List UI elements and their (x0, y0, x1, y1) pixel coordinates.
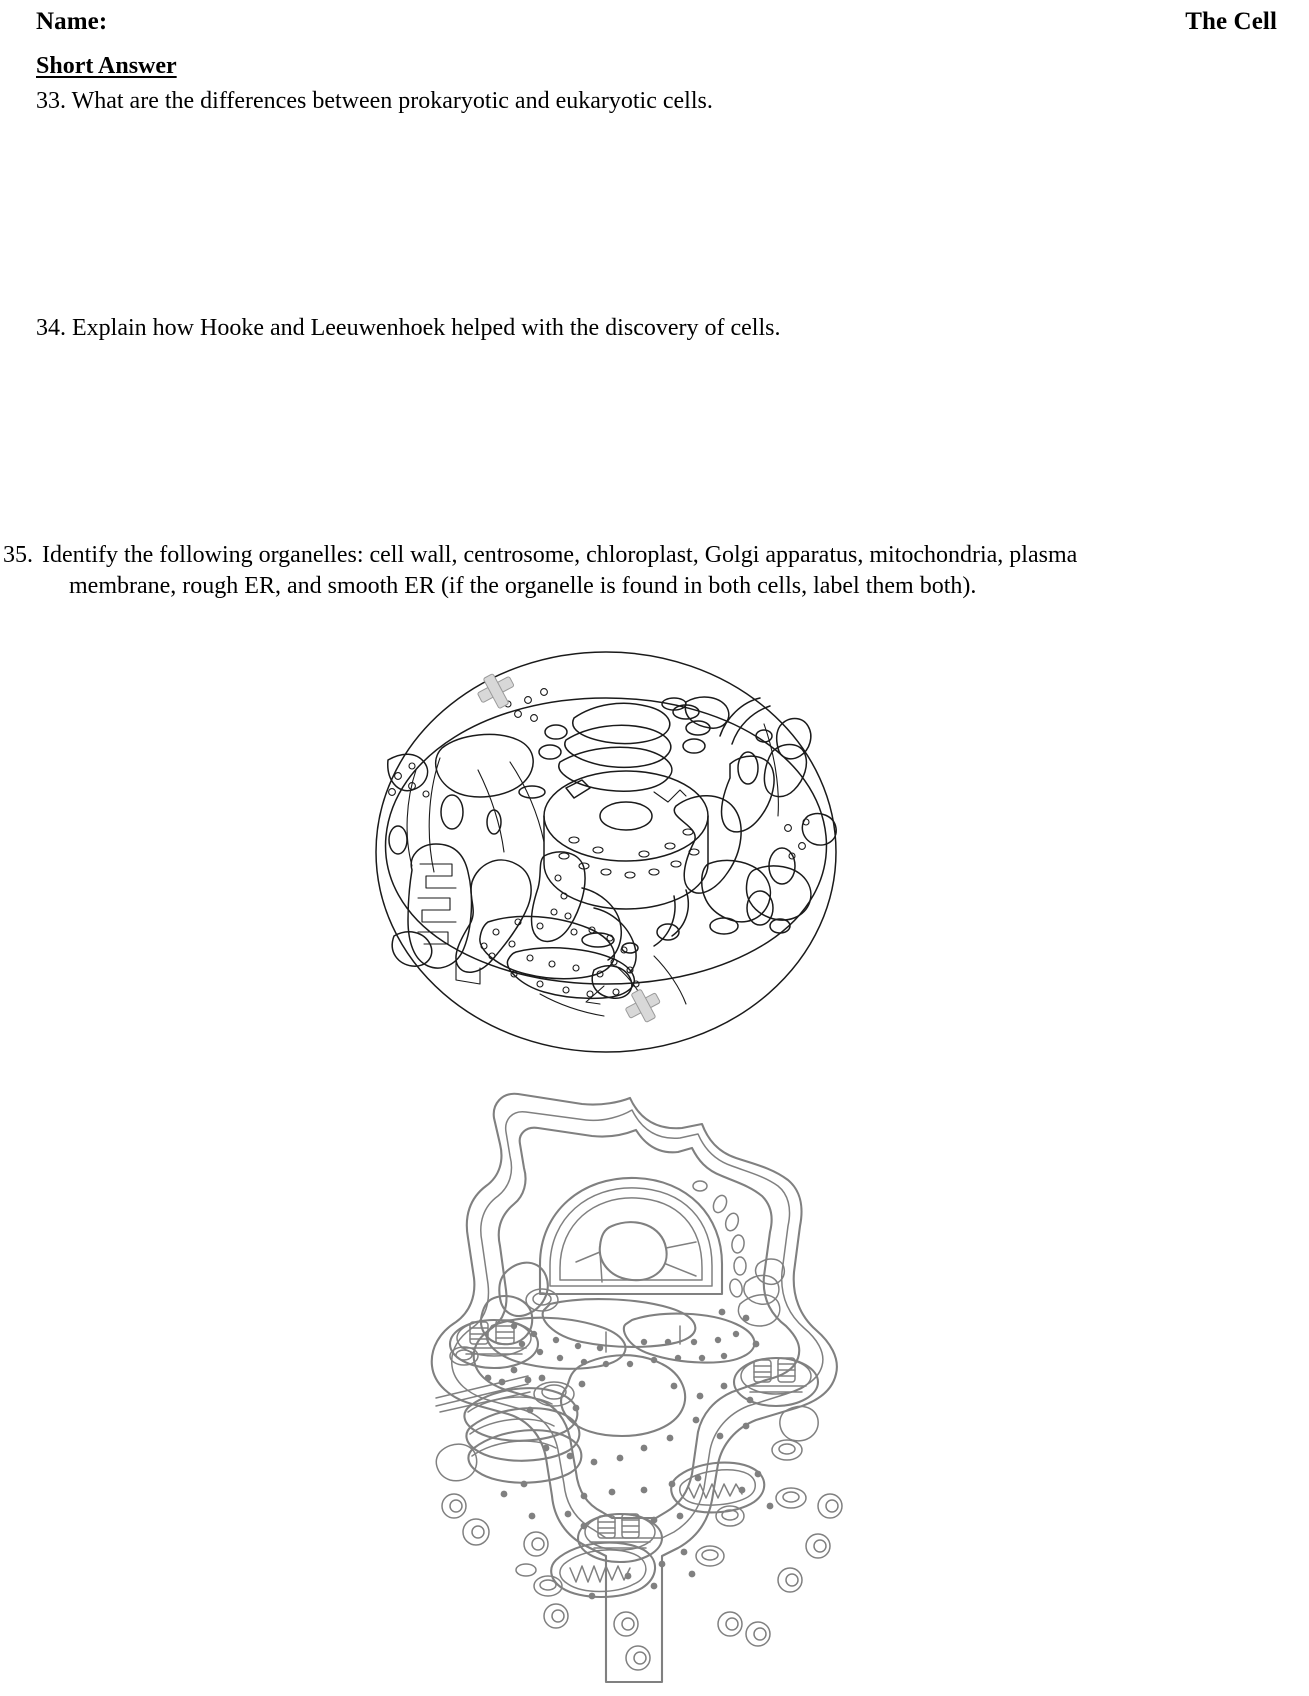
cytoplasm-dot (641, 1487, 648, 1494)
cytoplasm-dot (743, 1423, 750, 1430)
cytoplasm-stipple (485, 1309, 774, 1600)
vesicle-inner (702, 1550, 718, 1560)
animal-cell-diagram (368, 640, 844, 1064)
cytoplasm-dot (693, 1417, 700, 1424)
plasma-membrane-outline (474, 1128, 800, 1518)
ribosome-dot (733, 1331, 739, 1337)
membrane-notch-right (802, 814, 836, 845)
cytoplasm-dot (739, 1487, 746, 1494)
rough-er-connector (582, 888, 621, 960)
nuclear-envelope-inner (550, 1188, 712, 1286)
vesicle-inner (783, 1492, 799, 1502)
thylakoid-line (496, 1326, 514, 1338)
chloroplast-envelope (734, 1358, 818, 1406)
cytoplasm-dot (525, 1377, 532, 1384)
ribosome-dot (571, 929, 577, 935)
plant-cell-diagram (344, 1086, 864, 1694)
plasmodesma (442, 1494, 466, 1518)
cytoplasm-dot (485, 1375, 492, 1382)
ribosome-dot (525, 697, 532, 704)
vesicle (696, 1546, 724, 1566)
cell-wall-outline (432, 1094, 837, 1682)
cytoplasm-dot (689, 1571, 696, 1578)
nuclear-pore (559, 853, 569, 859)
golgi-pointer (654, 790, 686, 802)
plasmodesma (463, 1519, 489, 1545)
question-35-body: 35. Identify the following organelles: cell wall, centrosome, chloroplast, Golgi apparatus, mitochondria, plasma membrane, rough ER, and smooth ER (if the organelle is found in both cells, label them both). (3, 542, 1078, 599)
ribosome-dot (493, 929, 499, 935)
golgi-cisterna (559, 747, 672, 791)
leucoplast (780, 1406, 818, 1440)
chloroplast-right (734, 1358, 818, 1406)
nuclear-envelope-top (544, 771, 708, 861)
vesicle-inner (779, 1444, 795, 1454)
nuclear-pore (569, 837, 579, 843)
smooth-er (654, 698, 811, 946)
cytoplasm-dot (717, 1433, 724, 1440)
rough-er-edge (456, 962, 480, 984)
animal-cell-svg (368, 640, 844, 1064)
nuclear-envelope-inner-2 (560, 1198, 702, 1280)
ribosome-dot (515, 711, 522, 718)
mitochondrion-crista (418, 898, 456, 922)
cytoplasm-dot (669, 1481, 676, 1488)
mitochondrion-crista (420, 864, 456, 888)
cytoplasm-dot (565, 1511, 572, 1518)
nucleus-wedge (666, 1264, 696, 1276)
membrane-notch-left-upper (388, 754, 428, 790)
vesicle-inner (540, 1580, 556, 1590)
question-35 (3, 540, 1146, 601)
cytoplasm-dot (697, 1393, 704, 1400)
golgi-apparatus (539, 698, 710, 791)
rough-er (481, 1263, 755, 1369)
plasmodesma (614, 1612, 638, 1636)
ribosome-dot (527, 955, 533, 961)
cytoplasm-dot (527, 1407, 534, 1414)
mitochondrion (408, 844, 471, 968)
plasmodesma-inner (634, 1652, 646, 1664)
cytoplasm-dot (651, 1517, 658, 1524)
question-34 (36, 313, 1136, 344)
golgi-cisterna (573, 703, 670, 743)
plasmodesma-inner (826, 1500, 838, 1512)
name-label: Name: (36, 8, 108, 35)
plasmodesma-inner (754, 1628, 766, 1640)
ribosome-dot (721, 1353, 727, 1359)
plasmodesma-outer (463, 1519, 489, 1545)
ribosome-dot (537, 981, 543, 987)
mitochondrion-right (671, 1463, 764, 1513)
plasmodesma-inner (622, 1618, 634, 1630)
mitochondrion-lower (551, 1543, 655, 1597)
nuclear-pore (728, 1278, 743, 1298)
question-34-number: 34. (36, 315, 66, 341)
page-title: The Cell (1185, 8, 1277, 35)
mitochondrion-cristae (570, 1566, 630, 1582)
vesicle (389, 826, 407, 854)
plasmodesma-inner (726, 1618, 738, 1630)
ribosome-dot (563, 987, 569, 993)
cytoplasm-dot (651, 1583, 658, 1590)
nuclear-pore (639, 851, 649, 857)
central-vacuole (561, 1355, 685, 1436)
vesicle (516, 1564, 536, 1576)
question-33-text: What are the differences between prokaryotic and eukaryotic cells. (71, 88, 713, 114)
plasmodesma (746, 1622, 770, 1646)
ribosome-dot (553, 1337, 559, 1343)
cytoplasm-dot (511, 1367, 518, 1374)
cytoplasm-dot (567, 1453, 574, 1460)
cytoplasm-dot (501, 1491, 508, 1498)
plasmodesma-inner (472, 1526, 484, 1538)
nuclear-pore (711, 1193, 729, 1214)
golgi-apparatus (436, 1376, 581, 1483)
mitochondrion-inner-membrane (560, 1550, 646, 1592)
plasmodesma-inner (450, 1500, 462, 1512)
ribosome-dot (581, 1359, 587, 1365)
golgi-vesicle (683, 739, 705, 753)
cytoplasm-dot (589, 1593, 596, 1600)
thylakoid-line (754, 1366, 771, 1377)
plasmodesmata-group (442, 1494, 842, 1670)
plasmodesma (778, 1568, 802, 1592)
nuclear-pore (593, 847, 603, 853)
rough-er (456, 852, 639, 1004)
vesicle (776, 1488, 806, 1508)
ribosome-dot (531, 715, 538, 722)
ribosome-dot (715, 1337, 721, 1343)
plasmodesma-inner (532, 1538, 544, 1550)
question-34-text: Explain how Hooke and Leeuwenhoek helped with the discovery of cells. (72, 315, 781, 341)
leucoplast (436, 1444, 476, 1481)
rough-er-sheet (507, 948, 634, 999)
ribosome-dot (549, 961, 555, 967)
nucleolus (600, 802, 652, 830)
mitochondrion-outer-membrane (408, 844, 471, 968)
section-heading-short-answer: Short Answer (36, 53, 177, 79)
vesicle (770, 919, 790, 933)
cytoplasm-dot (755, 1471, 762, 1478)
rough-er-connector (594, 908, 636, 972)
cytoplasm-dot (753, 1341, 760, 1348)
plasmodesma-inner (786, 1574, 798, 1586)
nuclear-pore (693, 1181, 707, 1191)
ribosome-dot (509, 941, 515, 947)
nucleus-wedge (576, 1252, 600, 1262)
centrosome-upper (477, 674, 514, 709)
golgi-cisterna (468, 1430, 581, 1483)
golgi-vesicle (545, 725, 567, 739)
nuclear-pore (734, 1257, 746, 1275)
vesicle (519, 786, 545, 798)
ribosome-dot (537, 923, 543, 929)
ribosome-dot (551, 909, 557, 915)
question-33 (36, 86, 1136, 117)
nucleus-wedge (600, 1252, 602, 1282)
nucleolus (600, 1222, 667, 1280)
ribosome-dot (641, 1339, 647, 1345)
nuclear-pore (671, 861, 681, 867)
cytoplasm-dot (721, 1383, 728, 1390)
vacuole-large (436, 734, 534, 797)
ribosome-dot (675, 1355, 681, 1361)
plasmodesma (718, 1612, 742, 1636)
cytoplasm-dot (677, 1513, 684, 1520)
cytoplasm-dot (625, 1573, 632, 1580)
plasma-membrane-outline (376, 652, 836, 1052)
centrosome-lower (625, 989, 660, 1022)
vesicle (441, 795, 463, 829)
ribosome-dot (785, 825, 792, 832)
smooth-er-connector (720, 698, 760, 736)
cytoplasm-dot (539, 1375, 546, 1382)
cytoplasm-dot (581, 1523, 588, 1530)
smooth-er-tubule (764, 745, 806, 797)
cytoplasm-dot (641, 1445, 648, 1452)
plasmodesma-inner (814, 1540, 826, 1552)
ribosome-dot (627, 1361, 633, 1367)
cytoplasm-dot (659, 1561, 666, 1568)
plant-cell-svg (344, 1086, 864, 1694)
cytoskeleton-filament (510, 762, 544, 842)
question-33-number: 33. (36, 88, 66, 114)
golgi-vesicle (539, 745, 561, 759)
cytoplasm-dot (719, 1309, 726, 1316)
smooth-er-tubule (756, 1259, 785, 1284)
nuclear-pore (731, 1234, 745, 1253)
membrane-notch-bottom (592, 966, 632, 998)
thylakoid-line (598, 1522, 615, 1533)
ribosome-dot (587, 991, 593, 997)
ribosome-dot (519, 1341, 525, 1347)
page-header (36, 8, 1277, 36)
cytoplasm-dot (521, 1481, 528, 1488)
cytoplasm-dot (609, 1489, 616, 1496)
ribosome-dot (699, 1355, 705, 1361)
cytoplasm-dot (747, 1397, 754, 1404)
cytoplasm-dot (743, 1315, 750, 1322)
plasmodesma (544, 1604, 568, 1628)
cytoplasm-dot (695, 1475, 702, 1482)
cytoplasm-dot (767, 1503, 774, 1510)
plasmodesma-inner (552, 1610, 564, 1622)
smooth-er-tubule (744, 1275, 779, 1304)
thylakoid-line (622, 1520, 639, 1532)
ribosome-dot (557, 1355, 563, 1361)
nuclear-pore (665, 843, 675, 849)
ribosome-dot (651, 1357, 657, 1363)
rough-er-sheet (532, 852, 586, 941)
cytoplasm-dot (591, 1459, 598, 1466)
ribosome-dot (389, 789, 396, 796)
cytoplasm-dot (499, 1379, 506, 1386)
ribosome-dot (565, 913, 571, 919)
rough-er-sheet (543, 1299, 696, 1347)
vesicle-inner (456, 1350, 472, 1360)
smooth-er-tubule (738, 1295, 779, 1326)
ribosome-dot (541, 689, 548, 696)
ribosome-dot (409, 763, 415, 769)
cytoplasm-dot (573, 1405, 580, 1412)
cell-wall-middle-layer (452, 1110, 823, 1538)
plasmodesma (806, 1534, 830, 1558)
ribosome-dot (597, 1345, 603, 1351)
ribosome-dot (573, 965, 579, 971)
ribosome-dot (613, 989, 619, 995)
cytoplasm-dot (681, 1549, 688, 1556)
question-35-text: Identify the following organelles: cell wall, centrosome, chloroplast, Golgi apparatus, mitochondria, plasma membrane, rough ER, and smooth ER (if the organelle is found in both cells, label them both). (42, 542, 1078, 599)
ribosome-dot (799, 843, 806, 850)
cytoplasm-dot (671, 1383, 678, 1390)
plasmodesma (626, 1646, 650, 1670)
cytoplasm-dot (543, 1445, 550, 1452)
nucleus-wedge (666, 1242, 696, 1248)
chloroplast-stroma (585, 1514, 655, 1550)
ribosome-dot (555, 875, 561, 881)
cytoplasm-dot (579, 1381, 586, 1388)
nuclear-pore (649, 869, 659, 875)
ribosome-dot (395, 773, 402, 780)
plasmodesma (818, 1494, 842, 1518)
vesicle (772, 1440, 802, 1460)
nucleus (540, 1178, 746, 1298)
vesicle (716, 1506, 744, 1526)
nuclear-pore (601, 869, 611, 875)
nuclear-pore (724, 1212, 741, 1233)
cytoplasm-dot (667, 1435, 674, 1442)
plasmodesma (524, 1532, 548, 1556)
ribosome-dot (423, 791, 429, 797)
cytoplasm-dot (617, 1455, 624, 1462)
vesicle (487, 810, 501, 834)
cytoplasm-dot (581, 1493, 588, 1500)
golgi-cisterna (565, 725, 671, 767)
nuclear-pore (625, 872, 635, 878)
ribosome-dot (575, 1343, 581, 1349)
ribosome-dot (691, 1339, 697, 1345)
ribosome-dot (603, 1361, 609, 1367)
ribosome-dot (665, 1339, 671, 1345)
thylakoid-line (470, 1328, 488, 1339)
cytoplasm-dot (529, 1513, 536, 1520)
